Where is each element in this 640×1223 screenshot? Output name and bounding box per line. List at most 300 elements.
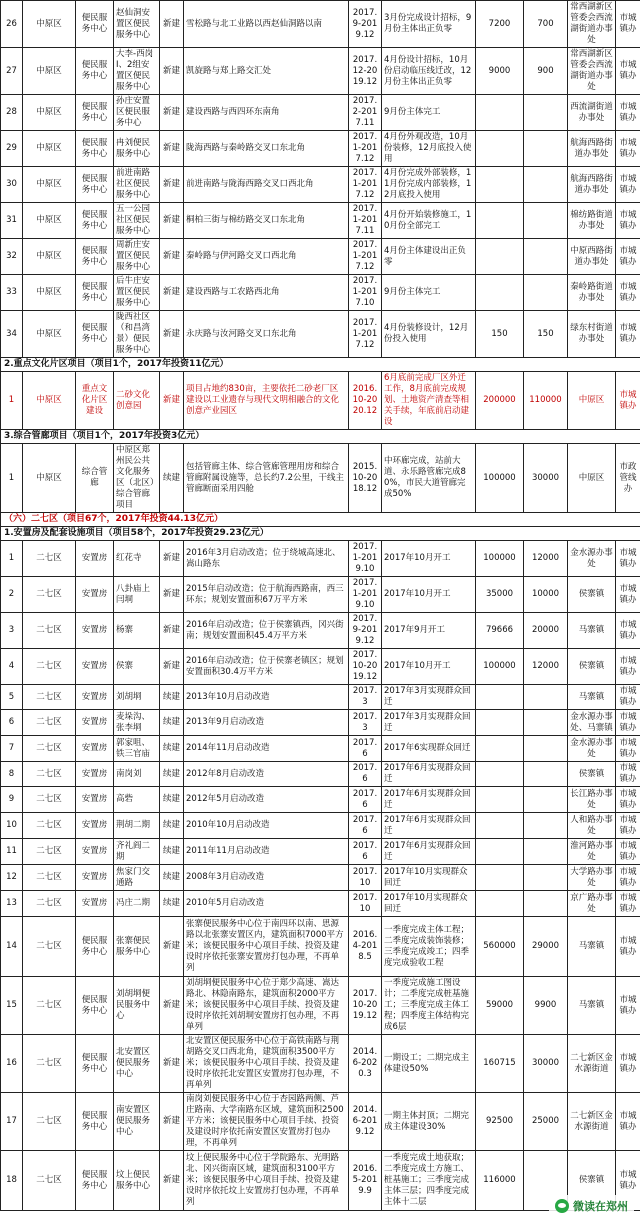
table-cell: 二七区 [23,649,76,685]
table-cell: 中原区 [23,1,76,48]
table-cell: 2017.6 [349,839,382,865]
table-cell: 二七区 [23,736,76,762]
table-cell: 新建 [160,203,184,239]
table-cell: 7200 [476,1,524,48]
table-row [1,577,640,613]
table-cell: 2016年启动改造；位于侯寨镇西，冈兴街南；规划安置面积45.4万平方米 [184,613,349,649]
table-cell: 25000 [524,1093,568,1151]
table-cell: 17 [1,1093,23,1151]
table-cell: 27 [1,48,23,95]
watermark-text: 微读在郑州 [573,1200,628,1213]
table-cell: 新建 [160,1035,184,1093]
table-cell: 2011年11月启动改造 [184,839,349,865]
table-cell: 便民服务中心 [76,131,114,167]
table-cell: 30000 [524,444,568,513]
table-row [1,710,640,736]
table-cell: 2017.1-2017.10 [349,275,382,311]
table-cell: 北安置区便民服务中心位于高铁南路与荆胡路交叉口西北角，建筑面积3500平方米；该便民服务中心项目手续、投资及建设时序依托北安置区安置房打包办理，不再单列 [184,1035,349,1093]
table-cell: 马寨镇 [568,613,616,649]
table-cell: 项目占地约830亩，主要依托二砂老厂区建设以工业遗存与现代文明相融合的文化创意产业园区 [184,372,349,430]
table-cell: 二七区 [23,685,76,710]
table-row [1,891,640,917]
table-cell: 秦岭路街道办事处 [568,275,616,311]
table-cell: 张寨便民服务中心 [114,917,160,977]
table-cell: 中原区 [568,444,616,513]
table-row [1,95,640,131]
table-cell [524,891,568,917]
table-cell: 市城镇办 [616,577,640,613]
table-cell: 航海西路街道办事处 [568,167,616,203]
table-cell: 市城镇办 [616,1,640,48]
table-cell: 赵仙洞安置区便民服务中心 [114,1,160,48]
table-cell: 2017.10 [349,865,382,891]
table-cell: 市城镇办 [616,95,640,131]
table-cell: 2016.4-2018.5 [349,917,382,977]
section-heading: 3.综合管廊项目（项目1个，2017年投资3亿元） [1,430,640,444]
table-cell: 2014.6-2019.12 [349,1093,382,1151]
table-cell: 高砦 [114,787,160,813]
table-cell: 市城镇办 [616,131,640,167]
table-cell: 绿东村街道办事处 [568,311,616,358]
table-cell: 中原区郑州民公共文化服务区（北区）综合管廊项目 [114,444,160,513]
table-cell: 市城镇办 [616,649,640,685]
table-cell: 二七区 [23,1151,76,1211]
table-cell: 安置房 [76,541,114,577]
table-cell: 14 [1,917,23,977]
table-cell: 26 [1,1,23,48]
table-row [1,275,640,311]
table-cell: 1 [1,541,23,577]
table-cell: 侯寨镇 [568,762,616,787]
table-cell: 金水源办事处 [568,736,616,762]
table-cell: 新建 [160,1151,184,1211]
table-cell: 前进南路与陇海西路交叉口西北角 [184,167,349,203]
table-cell: 一季度完成土地获取；二季度完成土方施工、桩基施工；三季度完成主体三层；四季度完成主体十二层 [382,1151,476,1211]
table-cell: 市城镇办 [616,839,640,865]
table-cell: 2017.10-2019.12 [349,977,382,1035]
table-cell: 安置房 [76,891,114,917]
table-cell: 二七区 [23,541,76,577]
table-cell: 综合管廊 [76,444,114,513]
table-row [1,203,640,239]
table-cell: 市城镇办 [616,372,640,430]
table-cell: 中原区 [23,239,76,275]
table-cell: 中原区 [23,167,76,203]
table-cell: 市城镇办 [616,541,640,577]
table-cell: 中原区 [568,372,616,430]
table-cell: 新建 [160,239,184,275]
table-cell [476,203,524,239]
table-cell: 2017年3月实现群众回迁 [382,710,476,736]
table-cell: 100000 [476,444,524,513]
table-cell: 900 [524,48,568,95]
table-cell [524,167,568,203]
table-cell: 市城镇办 [616,977,640,1035]
section-row [1,513,640,527]
table-cell: 新建 [160,977,184,1035]
table-cell: 侯寨 [114,649,160,685]
table-cell: 续建 [160,865,184,891]
table-cell: 新建 [160,275,184,311]
table-cell: 新建 [160,48,184,95]
table-cell [524,203,568,239]
table-cell: 2017年10月开工 [382,649,476,685]
table-cell: 2010年10月启动改造 [184,813,349,839]
table-cell [524,710,568,736]
table-cell: 4 [1,649,23,685]
table-cell: 侯寨镇 [568,577,616,613]
table-cell: 二七区 [23,1035,76,1093]
table-cell: 郭家咀、铁三官庙 [114,736,160,762]
table-cell: 2017.10-2019.12 [349,649,382,685]
table-cell: 新建 [160,649,184,685]
table-cell: 便民服务中心 [76,1151,114,1211]
table-cell: 便民服务中心 [76,1093,114,1151]
table-cell [476,813,524,839]
table-cell: 市城镇办 [616,762,640,787]
table-cell: 92500 [476,1093,524,1151]
table-cell: 新建 [160,95,184,131]
table-row [1,1151,640,1211]
table-cell: 30 [1,167,23,203]
table-cell: 中环廊完成，站前大道、永乐路管廊完成80%，市民大道管廊完成50% [382,444,476,513]
table-cell: 便民服务中心 [76,1,114,48]
table-cell: 12 [1,865,23,891]
table-cell: 700 [524,1,568,48]
table-cell: 2017.2-2017.11 [349,95,382,131]
table-cell [476,131,524,167]
table-cell: 市城镇办 [616,685,640,710]
table-cell: 79666 [476,613,524,649]
table-cell: 35000 [476,577,524,613]
table-cell: 重点文化片区建设 [76,372,114,430]
table-cell: 前进南路社区便民服务中心 [114,167,160,203]
table-cell: 2014.6-2020.3 [349,1035,382,1093]
table-cell: 150 [476,311,524,358]
table-cell: 安置房 [76,685,114,710]
table-cell: 续建 [160,787,184,813]
table-cell: 中原区 [23,48,76,95]
table-cell: 2013年10月启动改造 [184,685,349,710]
table-cell: 18 [1,1151,23,1211]
table-cell: 安置房 [76,839,114,865]
table-cell: 安置房 [76,710,114,736]
table-cell: 33 [1,275,23,311]
table-cell: 2015年启动改造；位于航海西路南，西三环东；规划安置面积67万平方米 [184,577,349,613]
table-row [1,1093,640,1151]
wechat-icon [555,1199,569,1213]
table-cell: 8 [1,762,23,787]
table-cell: 市政管线办 [616,444,640,513]
table-row [1,131,640,167]
table-cell: 2017年10月开工 [382,541,476,577]
table-cell: 9月份主体完工 [382,275,476,311]
table-cell: 4月份完成外部装修，11月份完成内部装修，12月底投入使用 [382,167,476,203]
table-cell: 市城镇办 [616,167,640,203]
table-cell [524,685,568,710]
table-row [1,736,640,762]
table-row [1,649,640,685]
table-cell: 续建 [160,685,184,710]
table-cell: 一期主体封顶；二期完成主体建设30% [382,1093,476,1151]
table-cell [524,275,568,311]
table-cell: 2017.9-2019.12 [349,1,382,48]
table-cell: 中原区 [23,275,76,311]
table-cell [524,762,568,787]
table-cell: 秦岭路与伊河路交叉口西北角 [184,239,349,275]
table-cell: 南岗刘 [114,762,160,787]
table-cell: 新建 [160,167,184,203]
table-cell: 棉纺路街道办事处 [568,203,616,239]
table-cell: 冯庄二期 [114,891,160,917]
table-cell: 4月份设计招标，10月份启动临压线迁改，12月份主体出正负零 [382,48,476,95]
table-cell: 安置房 [76,649,114,685]
table-cell: 2017.1-2019.10 [349,577,382,613]
table-cell: 一期设工；二期完成主体建设50% [382,1035,476,1093]
table-cell [476,762,524,787]
table-cell: 便民服务中心 [76,311,114,358]
table-cell: 新建 [160,311,184,358]
table-cell: 南岗刘便民服务中心位于杏园路两侧、芦庄路南、大学南路东区域，建筑面积2500平方米；该便民服务中心项目手续、投资及建设时序依托南安置区安置房打包办理，不再单列 [184,1093,349,1151]
table-cell: 新建 [160,131,184,167]
table-cell: 160715 [476,1035,524,1093]
table-cell: 刘胡垌 [114,685,160,710]
table-cell: 南安置区便民服务中心 [114,1093,160,1151]
table-cell: 京广路办事处 [568,891,616,917]
table-cell: 凯旋路与郑上路交汇处 [184,48,349,95]
table-cell: 2017.1-2017.12 [349,311,382,358]
table-cell: 9000 [476,48,524,95]
table-cell: 红花寺 [114,541,160,577]
table-cell: 二七区 [23,577,76,613]
table-cell: 安置房 [76,865,114,891]
table-cell: 11 [1,839,23,865]
table-row [1,865,640,891]
table-cell: 中原区 [23,372,76,430]
table-cell: 市城镇办 [616,1151,640,1211]
table-cell: 2016.5-2019.9 [349,1151,382,1211]
table-row [1,239,640,275]
table-cell: 2015.10-2018.12 [349,444,382,513]
table-cell: 焦家门交通路 [114,865,160,891]
table-cell: 二七新区金水源街道 [568,1093,616,1151]
table-cell: 2017.6 [349,736,382,762]
table-cell: 30000 [524,1035,568,1093]
table-row [1,839,640,865]
table-cell [476,736,524,762]
table-cell: 市城镇办 [616,48,640,95]
table-cell: 2017.3 [349,710,382,736]
table-cell [524,95,568,131]
table-row [1,1035,640,1093]
table-cell [524,839,568,865]
table-cell: 116000 [476,1151,524,1211]
table-row [1,372,640,430]
table-cell: 2017.12-2019.12 [349,48,382,95]
table-cell: 便民服务中心 [76,977,114,1035]
table-row [1,444,640,513]
table-cell: 2017.1-2017.11 [349,203,382,239]
table-cell: 后牛庄安置区便民服务中心 [114,275,160,311]
table-cell: 麦垛沟、张李垌 [114,710,160,736]
table-cell: 续建 [160,710,184,736]
table-cell: 6 [1,710,23,736]
table-cell: 八卦庙上闫垌 [114,577,160,613]
table-cell: 刘胡垌便民服务中心位于郑少高速、嵩达路北、林隐南路东，建筑面积2000平方米；该便民服务中心项目手续、投资及建设时序依托刘胡垌安置房打包办理，不再单列 [184,977,349,1035]
table-cell: 市城镇办 [616,1035,640,1093]
section-heading: （六）二七区（项目67个，2017年投资44.13亿元） [1,513,640,527]
table-row [1,813,640,839]
table-cell: 常西湖新区管委会西流湖街道办事处 [568,1,616,48]
table-cell: 1 [1,372,23,430]
table-cell: 16 [1,1035,23,1093]
table-cell: 续建 [160,762,184,787]
table-cell: 坟上便民服务中心 [114,1151,160,1211]
table-cell: 新建 [160,613,184,649]
table-cell: 1 [1,444,23,513]
table-cell: 便民服务中心 [76,1035,114,1093]
table-cell [476,787,524,813]
table-cell: 2017.3 [349,685,382,710]
table-cell: 市城镇办 [616,813,640,839]
table-cell: 15 [1,977,23,1035]
table-cell: 桐柏三街与棉纺路交叉口东北角 [184,203,349,239]
table-cell: 便民服务中心 [76,917,114,977]
table-cell: 560000 [476,917,524,977]
table-cell: 6月底前完成厂区外迁工作，8月底前完成规划、土地资产清查等相关手续，年底前启动建设 [382,372,476,430]
table-cell: 2017.9-2019.12 [349,613,382,649]
table-cell: 马寨镇 [568,917,616,977]
table-cell: 市城镇办 [616,239,640,275]
table-cell: 2017年6月实现群众回迁 [382,787,476,813]
table-row [1,977,640,1035]
table-cell: 大学路办事处 [568,865,616,891]
table-cell [524,131,568,167]
table-cell: 马寨镇 [568,977,616,1035]
table-cell: 2012年5月启动改造 [184,787,349,813]
table-cell: 2017.6 [349,787,382,813]
table-cell: 2017年6月实现群众回迁 [382,813,476,839]
table-cell [524,787,568,813]
table-cell: 二七区 [23,839,76,865]
table-cell: 市城镇办 [616,275,640,311]
table-cell: 建设西路与西四环东南角 [184,95,349,131]
table-cell: 便民服务中心 [76,48,114,95]
table-cell: 2008年3月启动改造 [184,865,349,891]
table-cell: 冉刘便民服务中心 [114,131,160,167]
table-cell: 2017.1-2017.12 [349,167,382,203]
table-cell: 2012年8月启动改造 [184,762,349,787]
table-cell: 续建 [160,813,184,839]
table-cell: 陇西社区（和昌湾景）便民服务中心 [114,311,160,358]
table-cell: 3月份完成设计招标，9月份主体出正负零 [382,1,476,48]
watermark [549,1195,634,1217]
table-cell [524,736,568,762]
table-row [1,762,640,787]
table-cell: 周新庄安置区便民服务中心 [114,239,160,275]
table-cell: 31 [1,203,23,239]
table-cell: 一季度完成施工图设计；二季度完成桩基施工；三季度完成主体工程；四季度主体结构完成6层 [382,977,476,1035]
table-cell: 中原区 [23,311,76,358]
table-cell: 二七区 [23,917,76,977]
table-cell: 28 [1,95,23,131]
table-cell: 二七区 [23,891,76,917]
table-cell: 2017年10月开工 [382,577,476,613]
table-cell: 安置房 [76,813,114,839]
table-row [1,48,640,95]
table-cell: 新建 [160,917,184,977]
table-cell: 五一公园社区便民服务中心 [114,203,160,239]
table-cell: 2017.6 [349,813,382,839]
table-cell: 常西湖新区管委会西流湖街道办事处 [568,48,616,95]
table-cell: 二七区 [23,787,76,813]
table-body [1,1,640,1211]
table-cell: 2016年启动改造；位于侯寨老镇区；规划安置面积30.4万平方米 [184,649,349,685]
table-cell: 便民服务中心 [76,167,114,203]
section-heading: 2.重点文化片区项目（项目1个，2017年投资11亿元） [1,358,640,372]
table-cell: 2017年10月实现群众回迁 [382,891,476,917]
table-cell: 2017年6月实现群众回迁 [382,762,476,787]
table-cell: 2013年9月启动改造 [184,710,349,736]
table-cell: 4月份装修设计，12月份投入使用 [382,311,476,358]
table-cell: 12000 [524,649,568,685]
table-cell: 市城镇办 [616,787,640,813]
table-cell: 建设西路与工农路西北角 [184,275,349,311]
table-cell: 10000 [524,577,568,613]
table-cell: 20000 [524,613,568,649]
table-cell: 200000 [476,372,524,430]
table-cell: 2014年11月启动改造 [184,736,349,762]
table-cell: 便民服务中心 [76,275,114,311]
table-cell: 中原区 [23,131,76,167]
table-cell: 2017.1-2019.10 [349,541,382,577]
table-cell: 中原区 [23,444,76,513]
section-row [1,430,640,444]
table-cell: 二七区 [23,865,76,891]
table-cell: 续建 [160,891,184,917]
table-cell: 市城镇办 [616,865,640,891]
table-cell: 二七区 [23,1093,76,1151]
table-cell: 杨寨 [114,613,160,649]
table-cell: 侯寨镇 [568,1151,616,1211]
table-cell: 刘胡垌便民服务中心 [114,977,160,1035]
table-cell: 安置房 [76,787,114,813]
table-cell: 2017.10 [349,891,382,917]
table-row [1,541,640,577]
table-cell: 5 [1,685,23,710]
table-row [1,613,640,649]
table-cell: 中原区 [23,95,76,131]
table-cell: 4月份主体建设出正负零 [382,239,476,275]
table-cell: 2017.6 [349,762,382,787]
table-cell: 二七区 [23,710,76,736]
table-cell: 中原区 [23,203,76,239]
table-cell: 新建 [160,372,184,430]
table-cell: 便民服务中心 [76,239,114,275]
table-cell: 大李-西岗I、2组安置区便民服务中心 [114,48,160,95]
table-cell: 安置房 [76,736,114,762]
table-cell: 32 [1,239,23,275]
table-cell: 二七区 [23,977,76,1035]
table-cell: 孙庄安置区便民服务中心 [114,95,160,131]
table-cell: 新建 [160,577,184,613]
table-cell: 2 [1,577,23,613]
table-cell: 人和路办事处 [568,813,616,839]
table-cell: 西流湖街道办事处 [568,95,616,131]
table-cell [524,813,568,839]
table-cell: 中原西路街道办事处 [568,239,616,275]
table-cell: 航海西路街道办事处 [568,131,616,167]
